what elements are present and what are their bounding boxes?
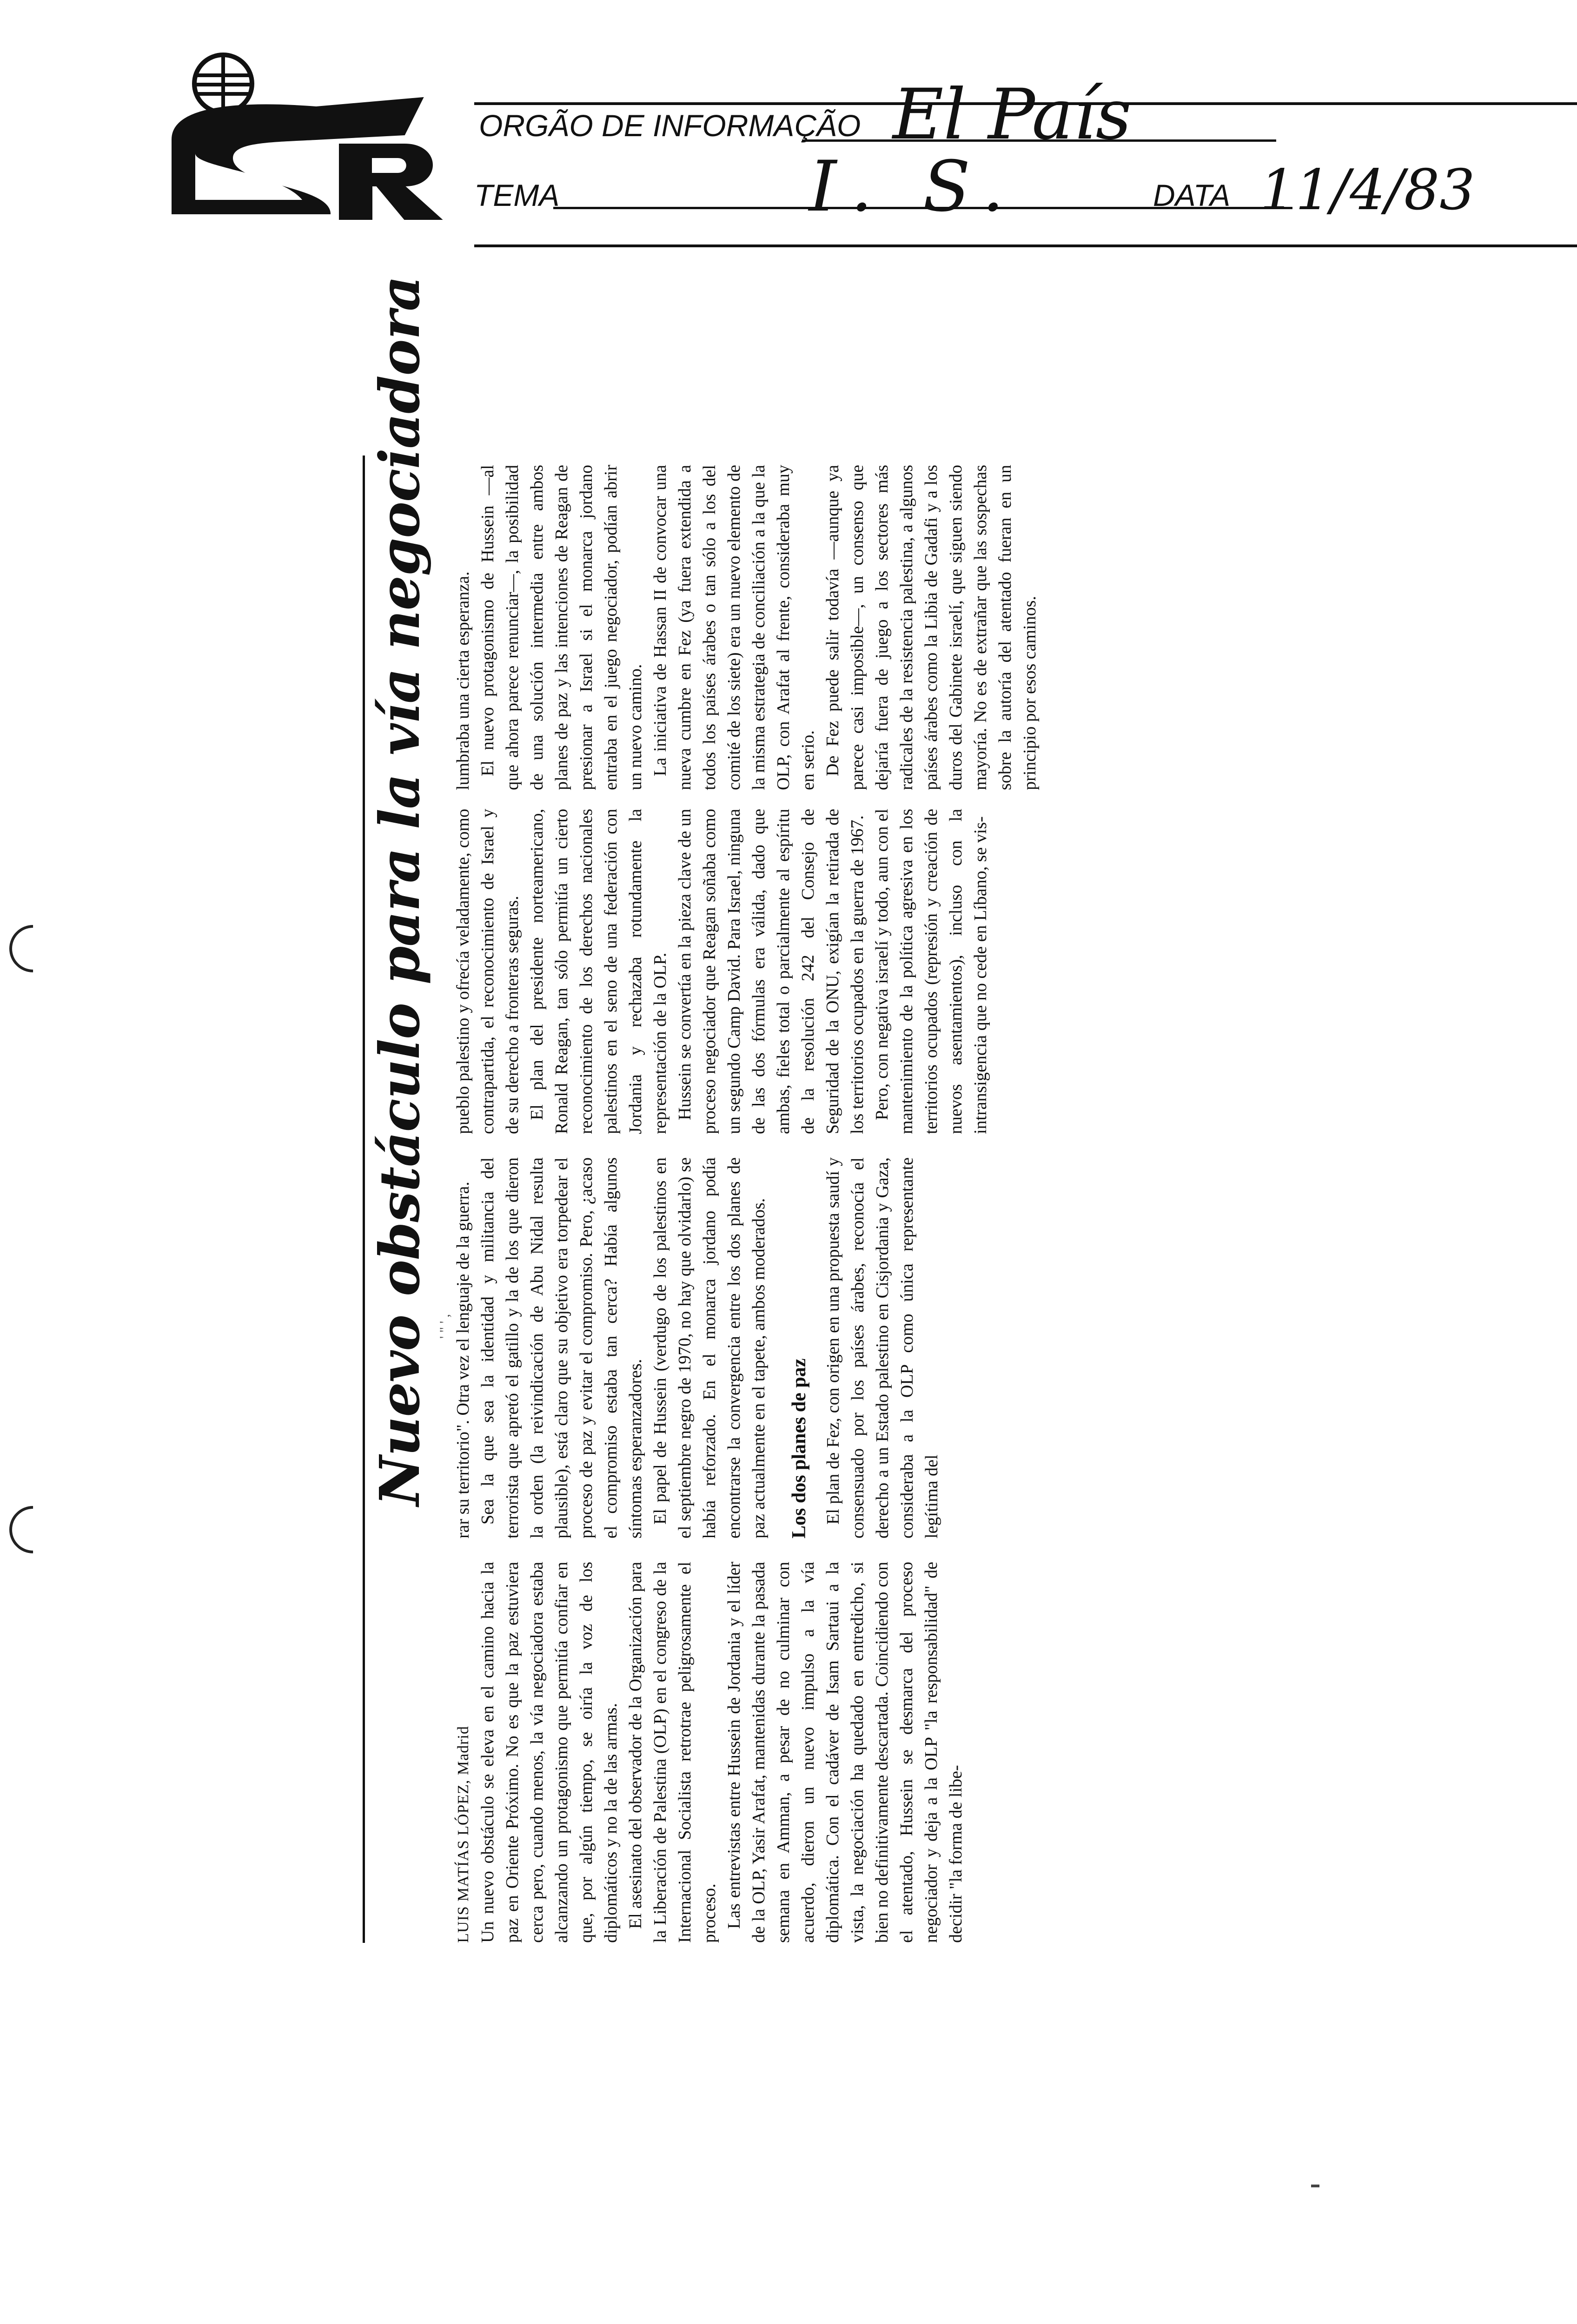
- paragraph: La iniciativa de Hassan II de convocar una nueva cumbre en Fez (ya fuera extendida a todos los países árabes o tan sólo a los del comité de los siete) era un nuevo elemento de la misma estrategia de conciliación a la que la OLP, con Arafat al frente, consideraba muy en serio.: [650, 465, 818, 790]
- paragraph: De Fez puede salir todavía —aunque ya parece casi imposible—, un consenso que dejaría fuera de juego a los sectores más radicales de la resistencia palestina, a algunos países árabes como la Libia de Gadafi y a los duros del Gabinete israelí, que siguen siendo mayoría. No es de extrañar que las sospechas sobre la autoría del atentado fueran en un principio por esos caminos.: [823, 465, 1040, 790]
- paragraph: El nuevo protagonismo de Hussein —al que ahora parece renunciar—, la posibilidad de una solución intermedia entre ambos planes de paz y las intenciones de Reagan de presionar a Israel si el monarca jordano entraba en el juego negociador, podían abrir un nuevo camino.: [478, 465, 645, 790]
- organ-value: El País: [893, 74, 1132, 155]
- article-column-4: [451, 465, 1042, 790]
- paragraph: Sea la que sea la identidad y militancia del terrorista que apretó el gatillo y la de los que dieron la orden (la reivindicación de Abu Nidal resulta plausible), está claro que su objetivo era torpedear el proceso de paz y evitar el compromiso. Pero, ¿acaso el compromiso estaba tan cerca? Había algunos síntomas esperanzadores.: [478, 1157, 645, 1538]
- organ-label: ORGÃO DE INFORMAÇÃO: [479, 108, 861, 143]
- data-value: 11/4/83: [1260, 158, 1475, 223]
- paragraph: El asesinato del observador de la Organización para la Liberación de Palestina (OLP) en el congreso de la Internacional Socialista retrotrae peligrosamente el proceso.: [626, 1562, 719, 1943]
- tema-value: I. S.: [809, 146, 1018, 227]
- paragraph: Las entrevistas entre Hussein de Jordania y el líder de la OLP, Yasir Arafat, mantenidas durante la pasada semana en Amman, a pesar de no culminar con acuerdo, dieron un nuevo impulso a la vía diplomática. Con el cadáver de Isam Sartaui a la vista, la negociación ha quedado en entredicho, si bien no definitivamente descartada. Coincidiendo con el atentado, Hussein se desmarca del proceso negociador y deja a la OLP "la responsabilidad" de decidir "la forma de libe-: [724, 1562, 966, 1943]
- article-column-3: [451, 809, 993, 1134]
- stray-marks: ' " ' ,: [437, 1314, 452, 1339]
- tema-label: TEMA: [474, 178, 560, 212]
- article: [363, 276, 1209, 1943]
- byline: LUIS MATÍAS LÓPEZ, Madrid: [455, 1726, 472, 1943]
- paragraph: lumbraba una cierta esperanza.: [453, 571, 473, 790]
- top-rule: [363, 456, 365, 1943]
- paragraph: Pero, con negativa israelí y todo, aun con el mantenimiento de la política agresiva en los territorios ocupados (represión y creación de nuevos asentamientos), incluso con la intransigencia que no cede en Líbano, se vis-: [872, 809, 990, 1134]
- paragraph: El papel de Hussein (verdugo de los palestinos en el septiembre negro de 1970, no hay que olvidarlo) se había reforzado. En el monarca jordano podía encontrarse la convergencia entre los dos planes de paz actualmente en el tapete, ambos moderados.: [650, 1157, 769, 1538]
- paragraph: Un nuevo obstáculo se eleva en el camino hacia la paz en Oriente Próximo. No es que la paz estuviera cerca pero, cuando menos, la vía negociadora estaba alcanzando un protagonismo que permitía confiar en que, por algún tiempo, se oiría la voz de los diplomáticos y no la de las armas.: [478, 1562, 621, 1943]
- paragraph: El plan de Fez, con origen en una propuesta saudí y consensuado por los países árabes, reconocía el derecho a un Estado palestino en Cisjordania y Gaza, consideraba a la OLP como única representante legítima del: [823, 1157, 941, 1538]
- scan-speck: [1311, 2185, 1319, 2187]
- paragraph: El plan del presidente norteamericano, Ronald Reagan, tan sólo permitía un cierto reconocimiento de los derechos nacionales palestinos en el seno de una federación con Jordania y rechazaba rotundamente la representación de la OLP.: [527, 809, 670, 1134]
- article-column-1: [451, 1562, 968, 1943]
- headline: Nuevo obstáculo para la vía negociadora: [367, 276, 432, 1506]
- article-column-2: [451, 1157, 944, 1538]
- paragraph: rar su territorio". Otra vez el lenguaje de la guerra.: [453, 1182, 473, 1538]
- subhead: Los dos planes de paz: [788, 1358, 810, 1538]
- data-label: DATA: [1153, 178, 1231, 212]
- paragraph: Hussein se convertía en la pieza clave de un proceso negociador que Reagan soñaba como un segundo Camp David. Para Israel, ninguna de las dos fórmulas era válida, dado que ambas, fieles total o parcialmente al espíritu de la resolución 242 del Consejo de Seguridad de la ONU, exigían la retirada de los territorios ocupados en la guerra de 1967.: [675, 809, 867, 1134]
- paragraph: pueblo palestino y ofrecía veladamente, como contrapartida, el reconocimiento de Israel y de su derecho a fronteras seguras.: [453, 809, 522, 1134]
